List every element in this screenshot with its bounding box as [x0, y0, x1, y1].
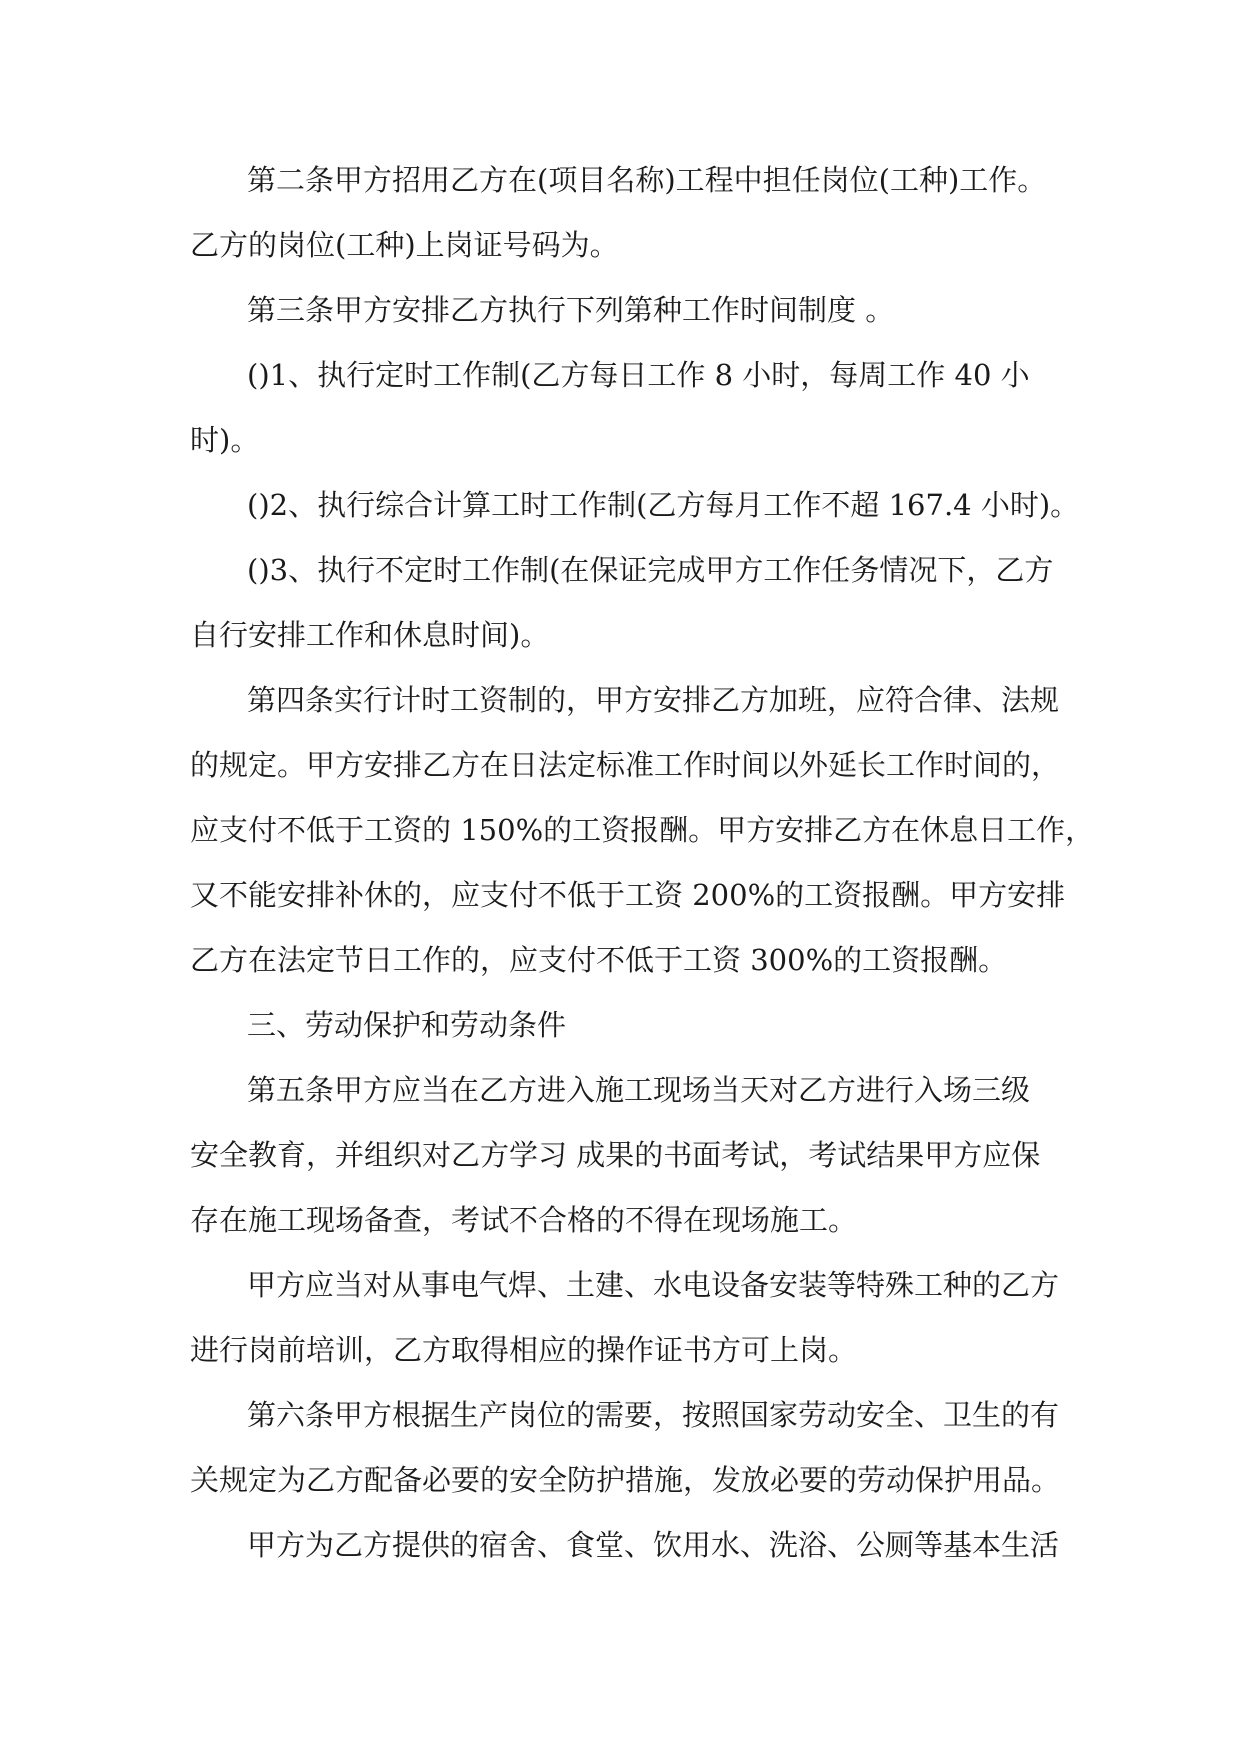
- paragraph-line: 乙方在法定节日工作的，应支付不低于工资 300%的工资报酬。: [190, 943, 1008, 977]
- paragraph-line: ()2、执行综合计算工时工作制(乙方每月工作不超 167.4 小时)。: [247, 488, 1080, 522]
- paragraph-line: ()3、执行不定时工作制(在保证完成甲方工作任务情况下，乙方: [247, 553, 1054, 587]
- paragraph-line: 应支付不低于工资的 150%的工资报酬。甲方安排乙方在休息日工作，: [190, 813, 1095, 847]
- paragraph-line: 第四条实行计时工资制的，甲方安排乙方加班，应符合律、法规: [247, 683, 1060, 717]
- paragraph-line: ()1、执行定时工作制(乙方每日工作 8 小时，每周工作 40 小: [247, 358, 1030, 392]
- paragraph-line: 进行岗前培训，乙方取得相应的操作证书方可上岗。: [190, 1333, 858, 1367]
- paragraph-line: 第二条甲方招用乙方在(项目名称)工程中担任岗位(工种)工作。: [247, 163, 1047, 197]
- paragraph-line: 安全教育，并组织对乙方学习 成果的书面考试，考试结果甲方应保: [190, 1138, 1041, 1172]
- paragraph-line: 的规定。甲方安排乙方在日法定标准工作时间以外延长工作时间的，: [190, 748, 1061, 782]
- paragraph-line: 关规定为乙方配备必要的安全防护措施，发放必要的劳动保护用品。: [190, 1463, 1061, 1497]
- paragraph-line: 甲方为乙方提供的宿舍、食堂、饮用水、洗浴、公厕等基本生活: [247, 1528, 1060, 1562]
- section-heading: 三、劳动保护和劳动条件: [247, 1008, 567, 1042]
- paragraph-line: 甲方应当对从事电气焊、土建、水电设备安装等特殊工种的乙方: [247, 1268, 1060, 1302]
- paragraph-line: 乙方的岗位(工种)上岗证号码为。: [190, 228, 619, 262]
- paragraph-line: 存在施工现场备查，考试不合格的不得在现场施工。: [190, 1203, 858, 1237]
- paragraph-line: 又不能安排补休的，应支付不低于工资 200%的工资报酬。甲方安排: [190, 878, 1066, 912]
- paragraph-line: 第五条甲方应当在乙方进入施工现场当天对乙方进行入场三级: [247, 1073, 1031, 1107]
- paragraph-line: 自行安排工作和休息时间)。: [190, 618, 550, 652]
- paragraph-line: 第三条甲方安排乙方执行下列第种工作时间制度 。: [247, 293, 895, 327]
- paragraph-line: 时)。: [190, 423, 260, 457]
- paragraph-line: 第六条甲方根据生产岗位的需要，按照国家劳动安全、卫生的有: [247, 1398, 1060, 1432]
